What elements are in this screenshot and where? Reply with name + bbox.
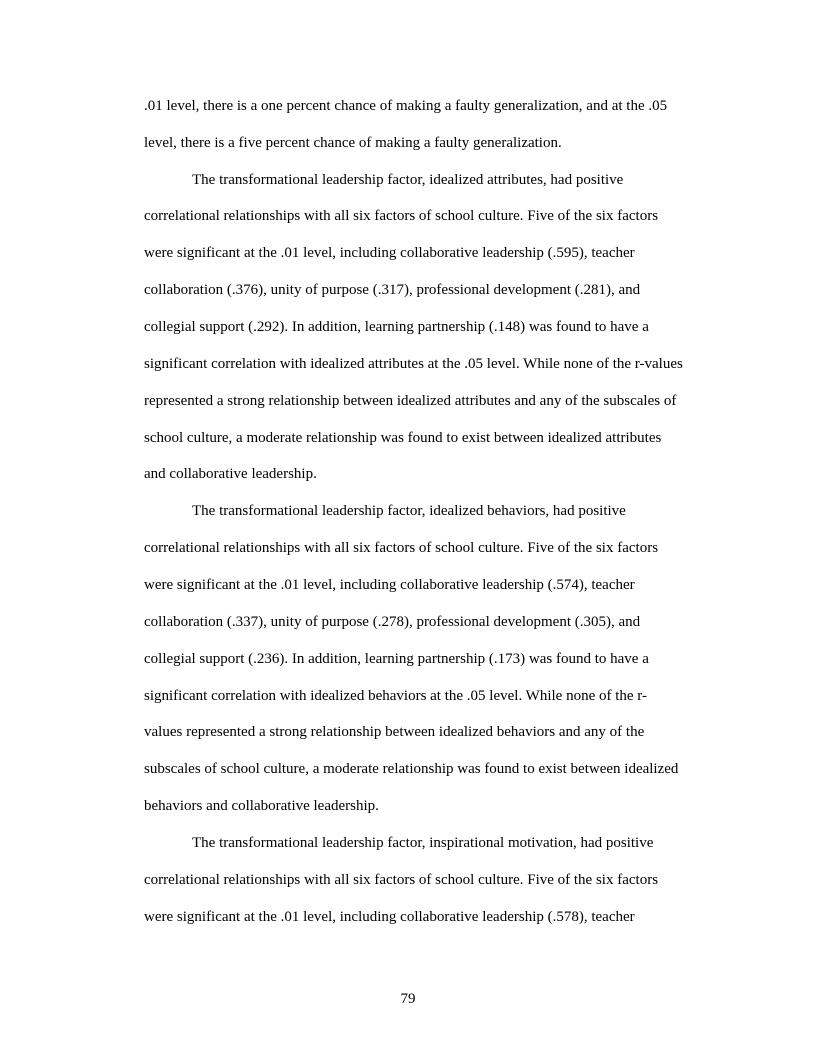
text-line: were significant at the .01 level, including collaborative leadership (.595), teacher (144, 245, 635, 261)
text-line: significant correlation with idealized behaviors at the .05 level. While none of the r- (144, 688, 647, 704)
text-line: values represented a strong relationship between idealized behaviors and any of the (144, 724, 645, 740)
text-line: were significant at the .01 level, including collaborative leadership (.574), teacher (144, 577, 635, 593)
text-line: school culture, a moderate relationship was found to exist between idealized attributes (144, 430, 662, 446)
text-line: significant correlation with idealized attributes at the .05 level. While none of the r-values (144, 356, 683, 372)
text-line: level, there is a five percent chance of making a faulty generalization. (144, 135, 562, 151)
text-line: .01 level, there is a one percent chance of making a faulty generalization, and at the .05 (144, 98, 668, 114)
text-line: and collaborative leadership. (144, 466, 317, 482)
text-line: were significant at the .01 level, including collaborative leadership (.578), teacher (144, 909, 635, 925)
paragraph-first-line: The transformational leadership factor, idealized attributes, had positive (192, 172, 624, 188)
text-line: correlational relationships with all six factors of school culture. Five of the six factors (144, 208, 659, 224)
text-line: collegial support (.292). In addition, learning partnership (.148) was found to have a (144, 319, 649, 335)
text-line: correlational relationships with all six factors of school culture. Five of the six factors (144, 540, 659, 556)
text-line: correlational relationships with all six factors of school culture. Five of the six factors (144, 872, 659, 888)
page-number: 79 (400, 991, 416, 1007)
text-line: behaviors and collaborative leadership. (144, 798, 379, 814)
text-line: represented a strong relationship between idealized attributes and any of the subscales of (144, 393, 677, 409)
text-line: subscales of school culture, a moderate relationship was found to exist between idealized (144, 761, 679, 777)
text-line: collaboration (.376), unity of purpose (.317), professional development (.281), and (144, 282, 641, 298)
paragraph-first-line: The transformational leadership factor, idealized behaviors, had positive (192, 503, 626, 519)
paragraph-first-line: The transformational leadership factor, inspirational motivation, had positive (192, 835, 654, 851)
text-line: collegial support (.236). In addition, learning partnership (.173) was found to have a (144, 651, 649, 667)
text-line: collaboration (.337), unity of purpose (.278), professional development (.305), and (144, 614, 641, 630)
